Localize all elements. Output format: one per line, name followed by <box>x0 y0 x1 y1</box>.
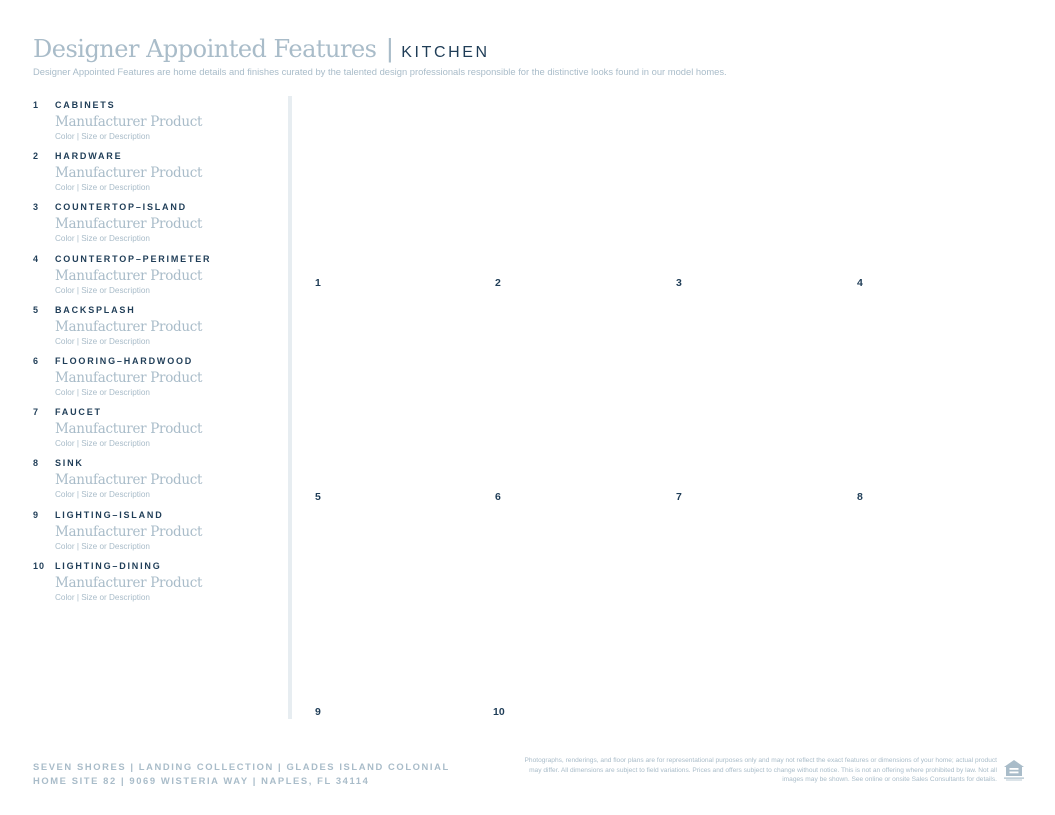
feature-description: Color | Size or Description <box>55 285 150 295</box>
feature-product: Manufacturer Product <box>55 523 203 540</box>
footer-address <box>33 760 450 788</box>
feature-name: COUNTERTOP–PERIMETER <box>55 253 212 264</box>
feature-description: Color | Size or Description <box>55 439 150 449</box>
feature-number: 8 <box>33 458 40 469</box>
feature-item <box>33 561 283 612</box>
feature-description: Color | Size or Description <box>55 132 150 141</box>
feature-number: 2 <box>33 151 40 162</box>
feature-name: FLOORING–HARDWOOD <box>55 355 194 366</box>
photo-label-10: 10 <box>493 706 505 718</box>
feature-item <box>33 356 283 407</box>
feature-item <box>33 254 283 305</box>
feature-description: Color | Size or Description <box>55 183 150 193</box>
feature-description: Color | Size or Description <box>55 490 150 500</box>
feature-number: 3 <box>33 202 40 213</box>
page-title: Designer Appointed Features <box>33 35 377 63</box>
photo-label-1: 1 <box>315 277 321 289</box>
feature-description: Color | Size or Description <box>55 336 150 346</box>
features-list <box>33 100 283 612</box>
feature-name: COUNTERTOP–ISLAND <box>55 202 187 213</box>
photo-label-4: 4 <box>857 277 863 289</box>
feature-name: HARDWARE <box>55 151 123 162</box>
feature-name: BACKSPLASH <box>55 304 136 315</box>
feature-product: Manufacturer Product <box>55 267 203 284</box>
feature-item <box>33 305 283 356</box>
feature-product: Manufacturer Product <box>55 318 203 335</box>
feature-name: SINK <box>55 458 84 469</box>
feature-product: Manufacturer Product <box>55 421 203 438</box>
feature-number: 5 <box>33 304 40 315</box>
page-header <box>33 33 490 64</box>
feature-item <box>33 510 283 561</box>
feature-product: Manufacturer Product <box>55 216 203 233</box>
feature-product: Manufacturer Product <box>55 574 203 591</box>
feature-item <box>33 100 283 151</box>
photo-label-8: 8 <box>857 491 863 503</box>
feature-number: 9 <box>33 509 40 520</box>
feature-number: 1 <box>33 100 40 110</box>
footer-community: SEVEN SHORES | LANDING COLLECTION | GLADES ISLAND COLONIAL <box>33 761 450 772</box>
title-separator: | <box>386 33 394 63</box>
intro-text: Designer Appointed Features are home details and finishes curated by the talented design professionals responsible for the distinctive looks found in our model homes. <box>33 66 727 77</box>
disclaimer-text: Photographs, renderings, and floor plans are for representational purposes only and may not reflect the exact features or dimensions of your home; actual product may differ. All dimensions are subject to field variations. Prices and offers subject to change without notice. This is not an offering where prohibited by law. Not all images may be shown. See online or onsite Sales Consultants for details. <box>524 757 997 784</box>
equal-housing-icon <box>1002 758 1026 782</box>
feature-description: Color | Size or Description <box>55 541 150 551</box>
feature-description: Color | Size or Description <box>55 387 150 397</box>
feature-product: Manufacturer Product <box>55 165 203 182</box>
photo-label-3: 3 <box>676 277 682 289</box>
feature-name: LIGHTING–DINING <box>55 560 162 571</box>
feature-number: 10 <box>33 560 46 571</box>
photo-label-5: 5 <box>315 491 321 503</box>
room-title: KITCHEN <box>401 44 490 61</box>
feature-product: Manufacturer Product <box>55 114 203 130</box>
photo-label-2: 2 <box>495 277 501 289</box>
feature-number: 4 <box>33 253 40 264</box>
feature-name: FAUCET <box>55 407 102 418</box>
feature-item <box>33 458 283 509</box>
feature-description: Color | Size or Description <box>55 234 150 244</box>
vertical-divider <box>288 96 292 719</box>
feature-number: 6 <box>33 355 40 366</box>
feature-description: Color | Size or Description <box>55 592 150 602</box>
feature-product: Manufacturer Product <box>55 369 203 386</box>
feature-name: CABINETS <box>55 100 116 110</box>
photo-label-9: 9 <box>315 706 321 718</box>
feature-item <box>33 407 283 458</box>
photo-label-7: 7 <box>676 491 682 503</box>
photo-label-6: 6 <box>495 491 501 503</box>
footer-homesite: HOME SITE 82 | 9069 WISTERIA WAY | NAPLES, FL 34114 <box>33 775 370 786</box>
feature-item <box>33 151 283 202</box>
feature-number: 7 <box>33 407 40 418</box>
feature-product: Manufacturer Product <box>55 472 203 489</box>
feature-name: LIGHTING–ISLAND <box>55 509 164 520</box>
feature-item <box>33 202 283 253</box>
